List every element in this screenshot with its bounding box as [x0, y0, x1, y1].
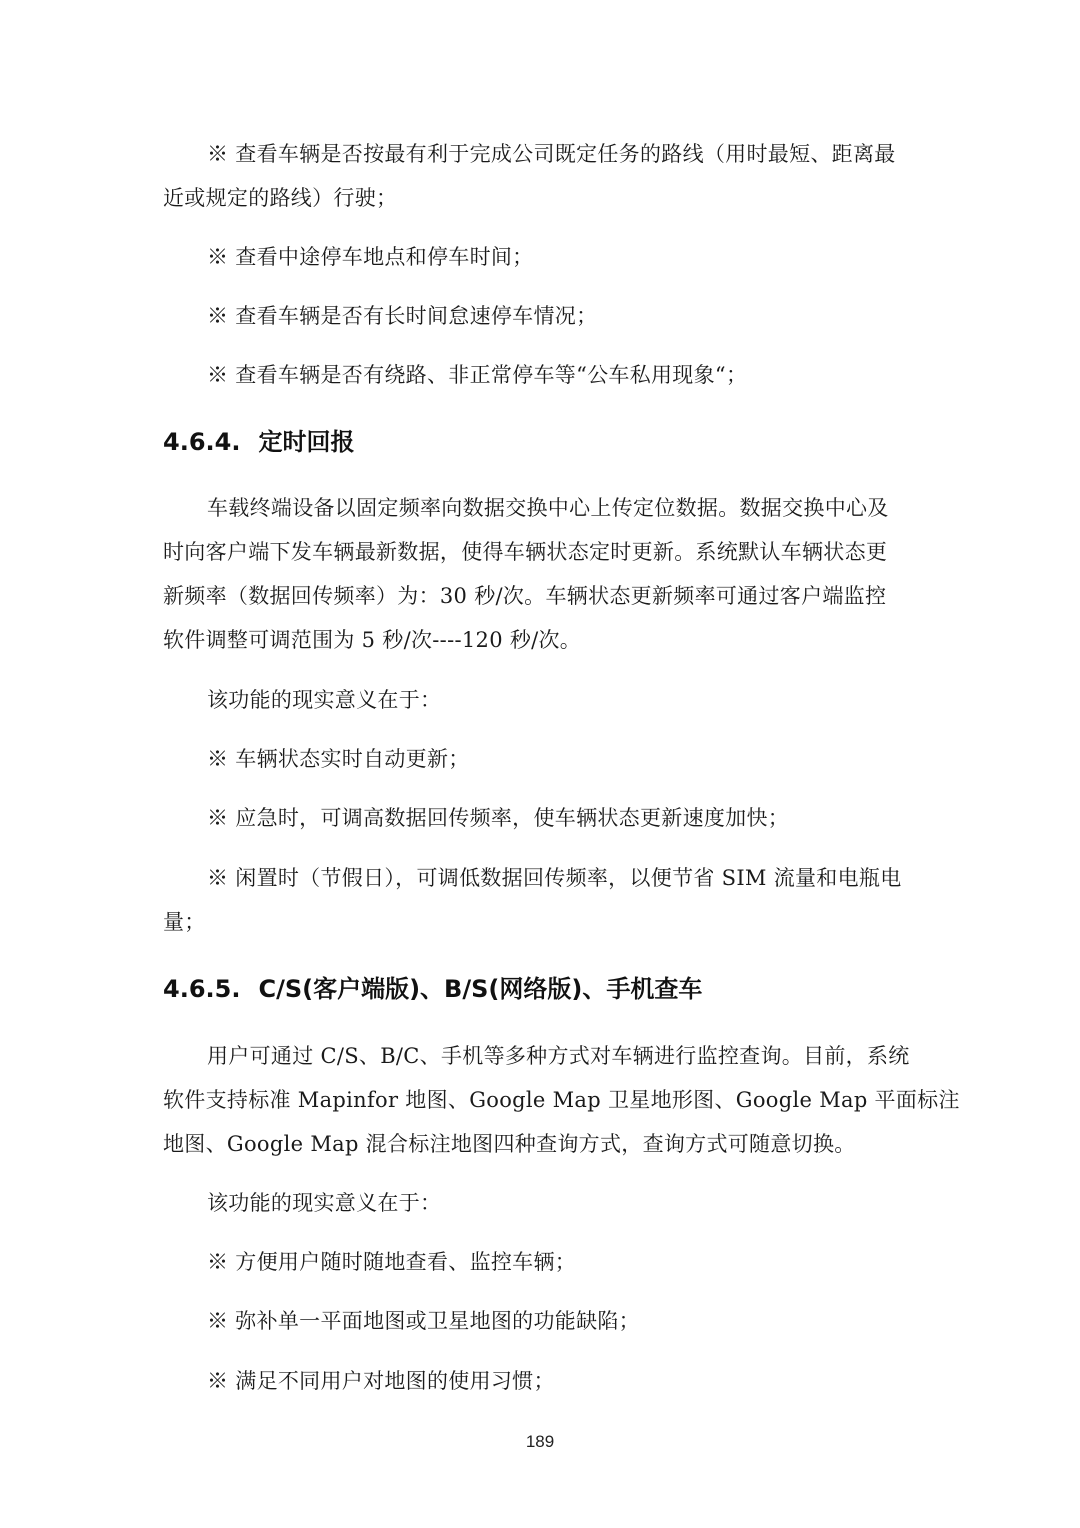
- bullet-item: ※ 车辆状态实时自动更新；: [207, 747, 470, 771]
- significance-label: 该功能的现实意义在于：: [207, 688, 442, 712]
- bullet-item: ※ 闲置时（节假日），可调低数据回传频率，以便节省 SIM 流量和电瓶电: [207, 866, 902, 890]
- section-number: 4.6.5.: [163, 975, 241, 1003]
- section-heading-4-6-4: [163, 426, 354, 458]
- paragraph-line: 地图、Google Map 混合标注地图四种查询方式，查询方式可随意切换。: [163, 1132, 856, 1156]
- section-heading-4-6-5: [163, 973, 702, 1005]
- bullet-item: ※ 方便用户随时随地查看、监控车辆；: [207, 1250, 577, 1274]
- bullet-item: ※ 查看车辆是否有绕路、非正常停车等“公车私用现象“；: [207, 363, 748, 387]
- bullet-item-continuation: 近或规定的路线）行驶；: [163, 186, 398, 210]
- paragraph-line: 时向客户端下发车辆最新数据，使得车辆状态定时更新。系统默认车辆状态更: [163, 540, 888, 564]
- bullet-item: ※ 查看中途停车地点和停车时间；: [207, 245, 534, 269]
- paragraph-line: 新频率（数据回传频率）为：30 秒/次。车辆状态更新频率可通过客户端监控: [163, 584, 887, 608]
- bullet-item-continuation: 量；: [163, 910, 206, 934]
- significance-label: 该功能的现实意义在于：: [207, 1191, 442, 1215]
- bullet-item: ※ 查看车辆是否按最有利于完成公司既定任务的路线（用时最短、距离最: [207, 142, 896, 166]
- paragraph-line: 用户可通过 C/S、B/C、手机等多种方式对车辆进行监控查询。目前，系统: [207, 1044, 910, 1068]
- section-title: 定时回报: [258, 428, 355, 456]
- paragraph-line: 车载终端设备以固定频率向数据交换中心上传定位数据。数据交换中心及: [207, 496, 889, 520]
- bullet-item: ※ 查看车辆是否有长时间怠速停车情况；: [207, 304, 598, 328]
- paragraph-line: 软件调整可调范围为 5 秒/次----120 秒/次。: [163, 628, 582, 652]
- section-title: C/S(客户端版)、B/S(网络版)、手机查车: [258, 975, 703, 1003]
- bullet-item: ※ 应急时，可调高数据回传频率，使车辆状态更新速度加快；: [207, 806, 790, 830]
- paragraph-line: 软件支持标准 Mapinfor 地图、Google Map 卫星地形图、Google Map 平面标注: [163, 1088, 960, 1112]
- bullet-item: ※ 满足不同用户对地图的使用习惯；: [207, 1369, 555, 1393]
- page-number: 189: [525, 1432, 555, 1451]
- section-number: 4.6.4.: [163, 428, 241, 456]
- bullet-item: ※ 弥补单一平面地图或卫星地图的功能缺陷；: [207, 1309, 640, 1333]
